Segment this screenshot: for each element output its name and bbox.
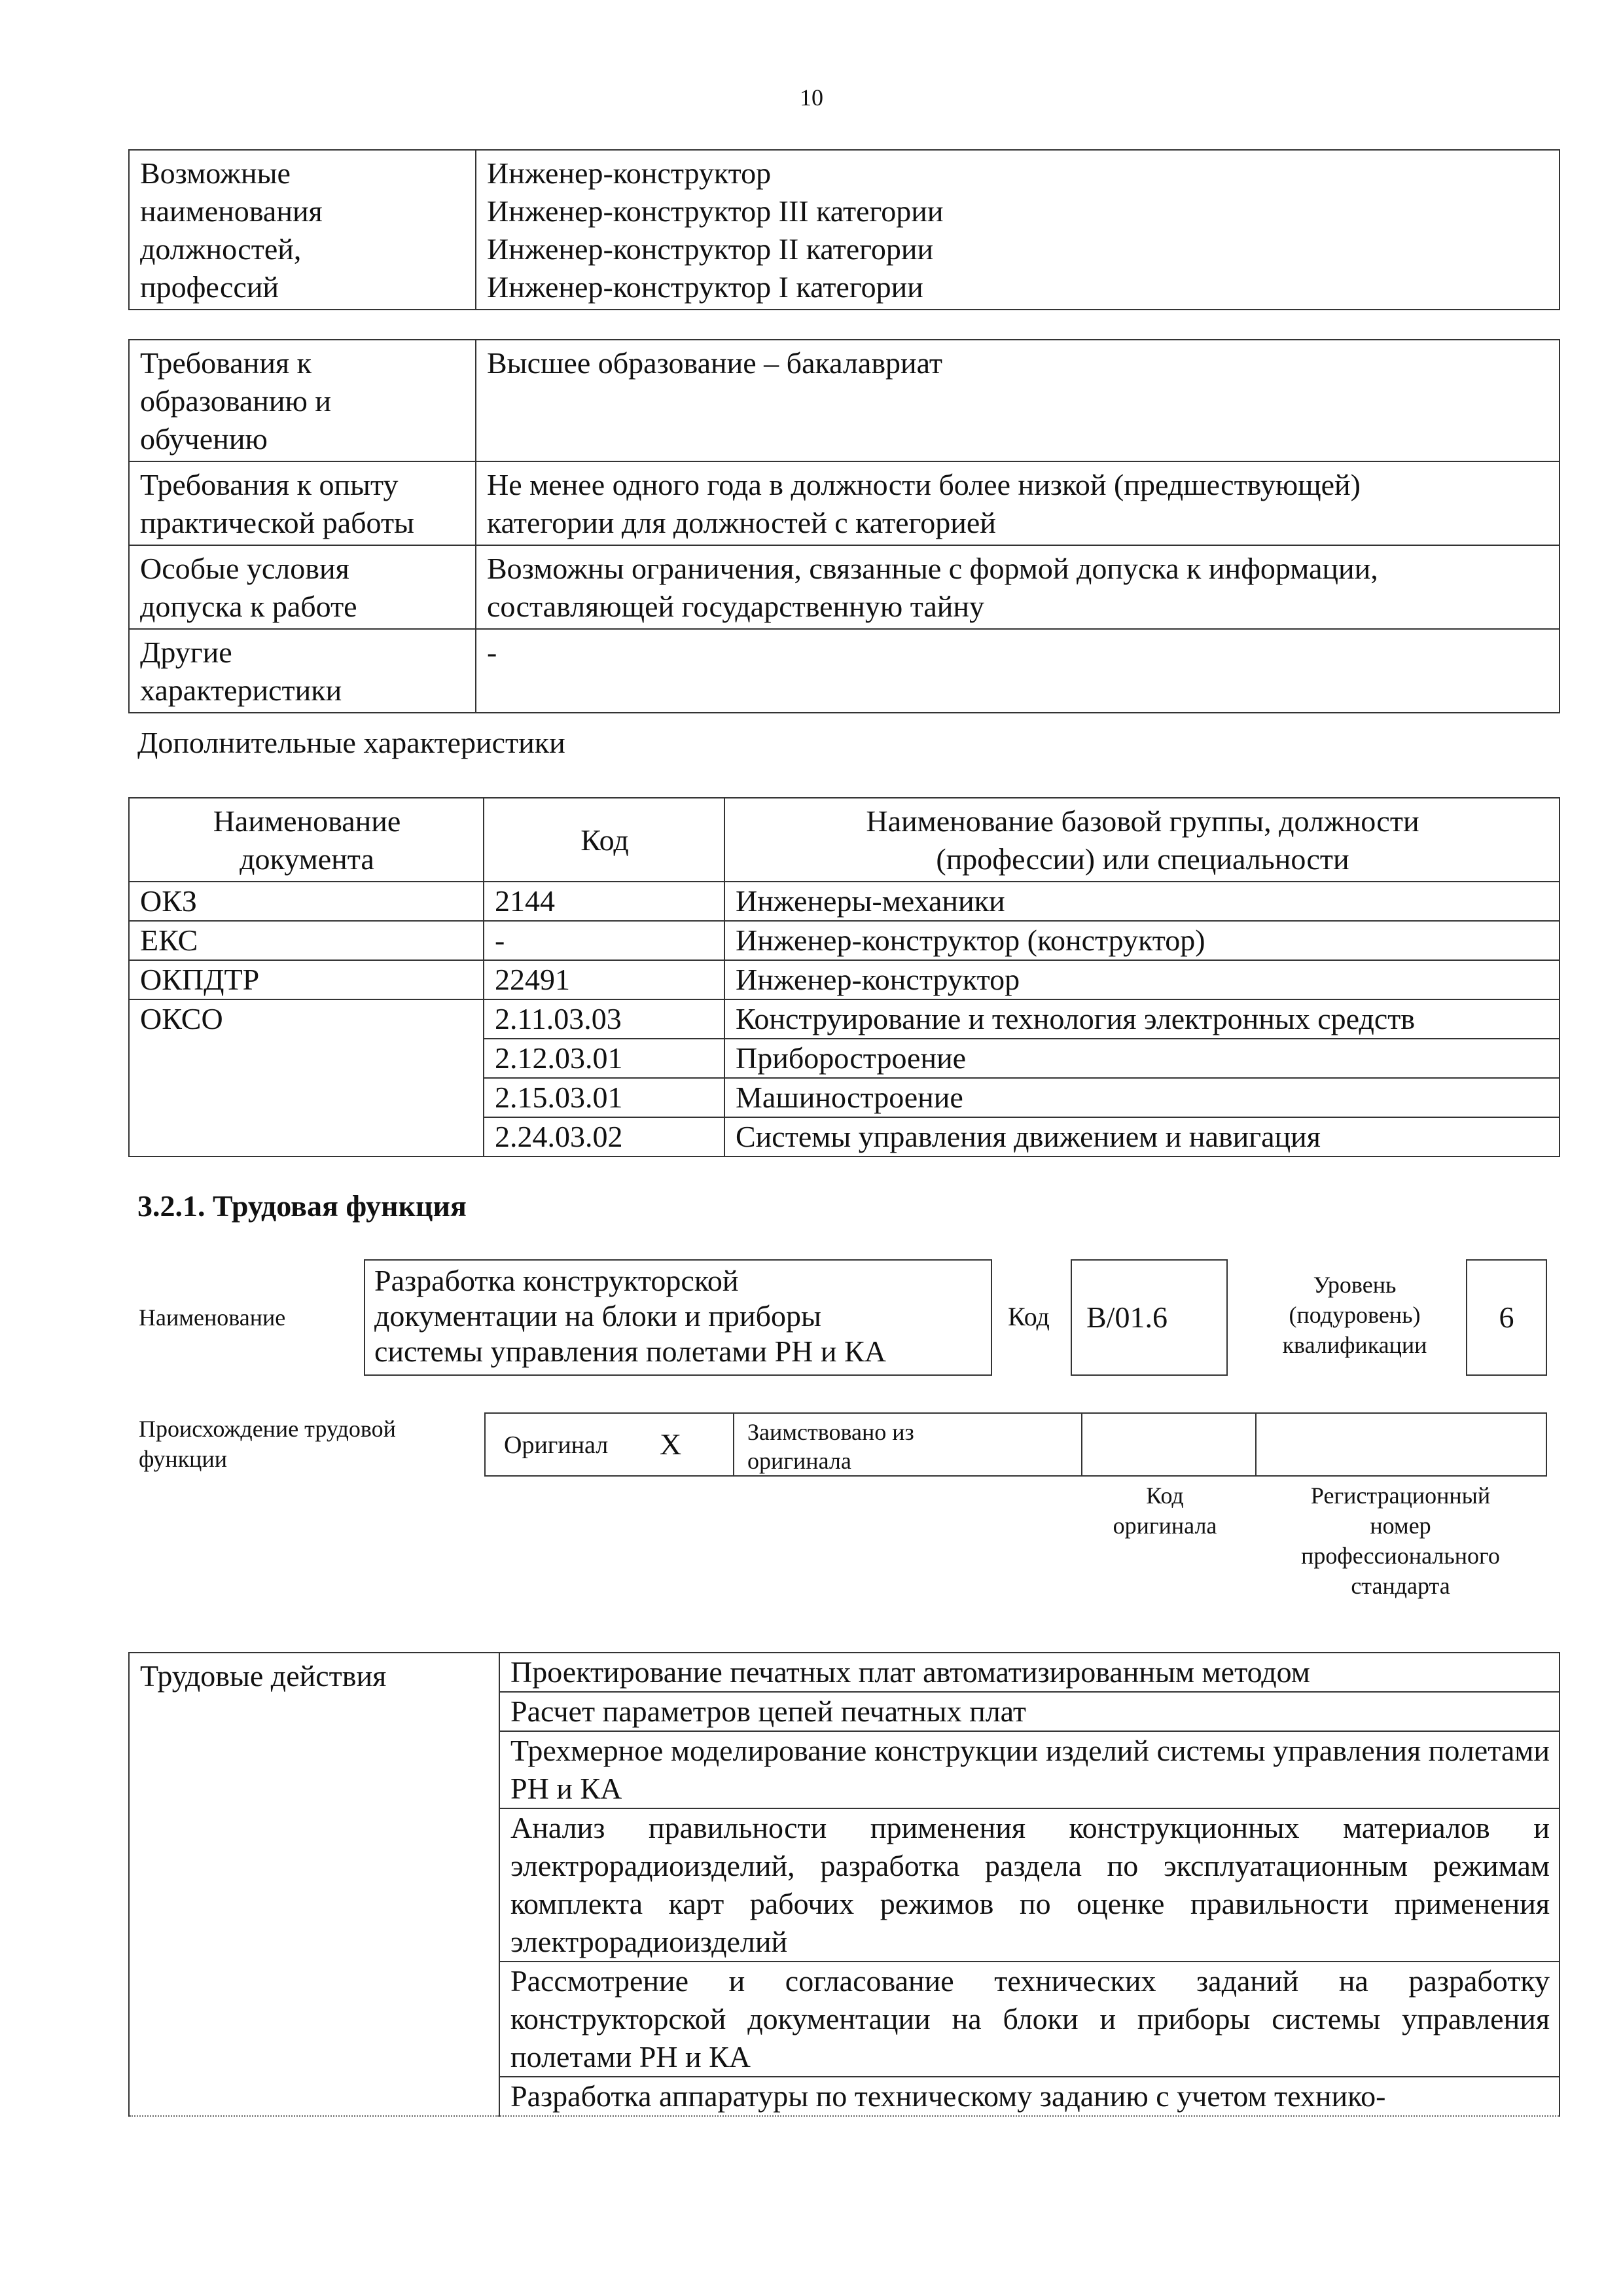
requirement-value: Высшее образование – бакалавриат [476,340,1560,461]
original-label: Оригинал [504,1431,609,1459]
row-doc: ЕКС [129,921,484,960]
table-row [129,921,1560,960]
position-item: Инженер-конструктор II категории [487,232,934,266]
function-code-label: Код [1008,1302,1050,1331]
function-heading: 3.2.1. Трудовая функция [137,1189,467,1223]
action-item: Анализ правильности применения конструкционных материалов и электрорадиоизделий, разработка раздела по эксплуатационным режимам комплекта карт рабочих режимов по оценке правильности применения электрорадиоизделий [499,1808,1560,1962]
additional-title: Дополнительные характеристики [137,726,565,759]
header-code: Код [484,798,724,882]
function-name-label: Наименование [139,1304,286,1331]
row-code: 2.15.03.01 [484,1078,724,1117]
header-doc: Наименование документа [129,798,484,882]
actions-label: Трудовые действия [129,1653,499,2116]
row-name: Приборостроение [724,1039,1560,1078]
function-level-value: 6 [1466,1259,1547,1376]
origin-divider [733,1412,734,1477]
action-item: Трехмерное моделирование конструкции изделий системы управления полетами РН и КА [499,1731,1560,1808]
position-item: Инженер-конструктор III категории [487,194,944,228]
action-item: Рассмотрение и согласование технических заданий на разработку конструкторской документации на блоки и приборы системы управления полетами РН и КА [499,1962,1560,2077]
action-item: Разработка аппаратуры по техническому заданию с учетом технико- [499,2077,1560,2116]
actions-table [128,1652,1560,2117]
action-item: Проектирование печатных плат автоматизированным методом [499,1653,1560,1692]
origin-divider [1081,1412,1082,1477]
requirements-table [128,339,1560,713]
row-doc: ОКСО [129,999,484,1157]
positions-table [128,149,1560,310]
requirement-value: Не менее одного года в должности более низкой (предшествующей) категории для должностей с категорией [476,461,1560,545]
row-code: - [484,921,724,960]
row-name: Машиностроение [724,1078,1560,1117]
requirement-label: Особые условия допуска к работе [129,545,476,629]
row-name: Инженеры-механики [724,882,1560,921]
requirement-label: Требования к образованию и обучению [129,340,476,461]
borrowed-label: Заимствовано из оригинала [747,1419,914,1474]
row-name: Системы управления движением и навигация [724,1117,1560,1157]
requirement-label: Другие характеристики [129,629,476,713]
requirement-value: Возможны ограничения, связанные с формой допуска к информации, составляющей государственную тайну [476,545,1560,629]
table-row [129,960,1560,999]
row-doc: ОКЗ [129,882,484,921]
positions-list [476,150,1560,310]
page-number: 10 [800,84,823,111]
positions-label: Возможные наименования должностей, профессий [129,150,476,310]
function-name-value: Разработка конструкторской документации на блоки и приборы системы управления полетами РН и КА [364,1259,992,1376]
function-level-label: Уровень (подуровень) квалификации [1282,1272,1427,1358]
row-code: 2.12.03.01 [484,1039,724,1078]
original-mark: X [660,1427,682,1461]
row-code: 2.11.03.03 [484,999,724,1039]
row-code: 2144 [484,882,724,921]
origin-box [484,1412,1547,1477]
action-item: Расчет параметров цепей печатных плат [499,1692,1560,1731]
row-name: Инженер-конструктор (конструктор) [724,921,1560,960]
row-code: 2.24.03.02 [484,1117,724,1157]
header-name: Наименование базовой группы, должности (профессии) или специальности [724,798,1560,882]
row-doc: ОКПДТР [129,960,484,999]
table-row [129,882,1560,921]
table-row [129,999,1560,1039]
row-name: Инженер-конструктор [724,960,1560,999]
additional-table [128,797,1560,1157]
row-name: Конструирование и технология электронных средств [724,999,1560,1039]
row-code: 22491 [484,960,724,999]
orig-code-caption: Код оригинала [1113,1482,1217,1539]
requirement-value: - [476,629,1560,713]
reg-number-caption: Регистрационный номер профессионального стандарта [1301,1482,1500,1599]
position-item: Инженер-конструктор [487,156,772,190]
origin-divider [1255,1412,1257,1477]
origin-label: Происхождение трудовой функции [139,1416,396,1472]
function-code-value: B/01.6 [1071,1259,1228,1376]
requirement-label: Требования к опыту практической работы [129,461,476,545]
position-item: Инженер-конструктор I категории [487,270,923,304]
